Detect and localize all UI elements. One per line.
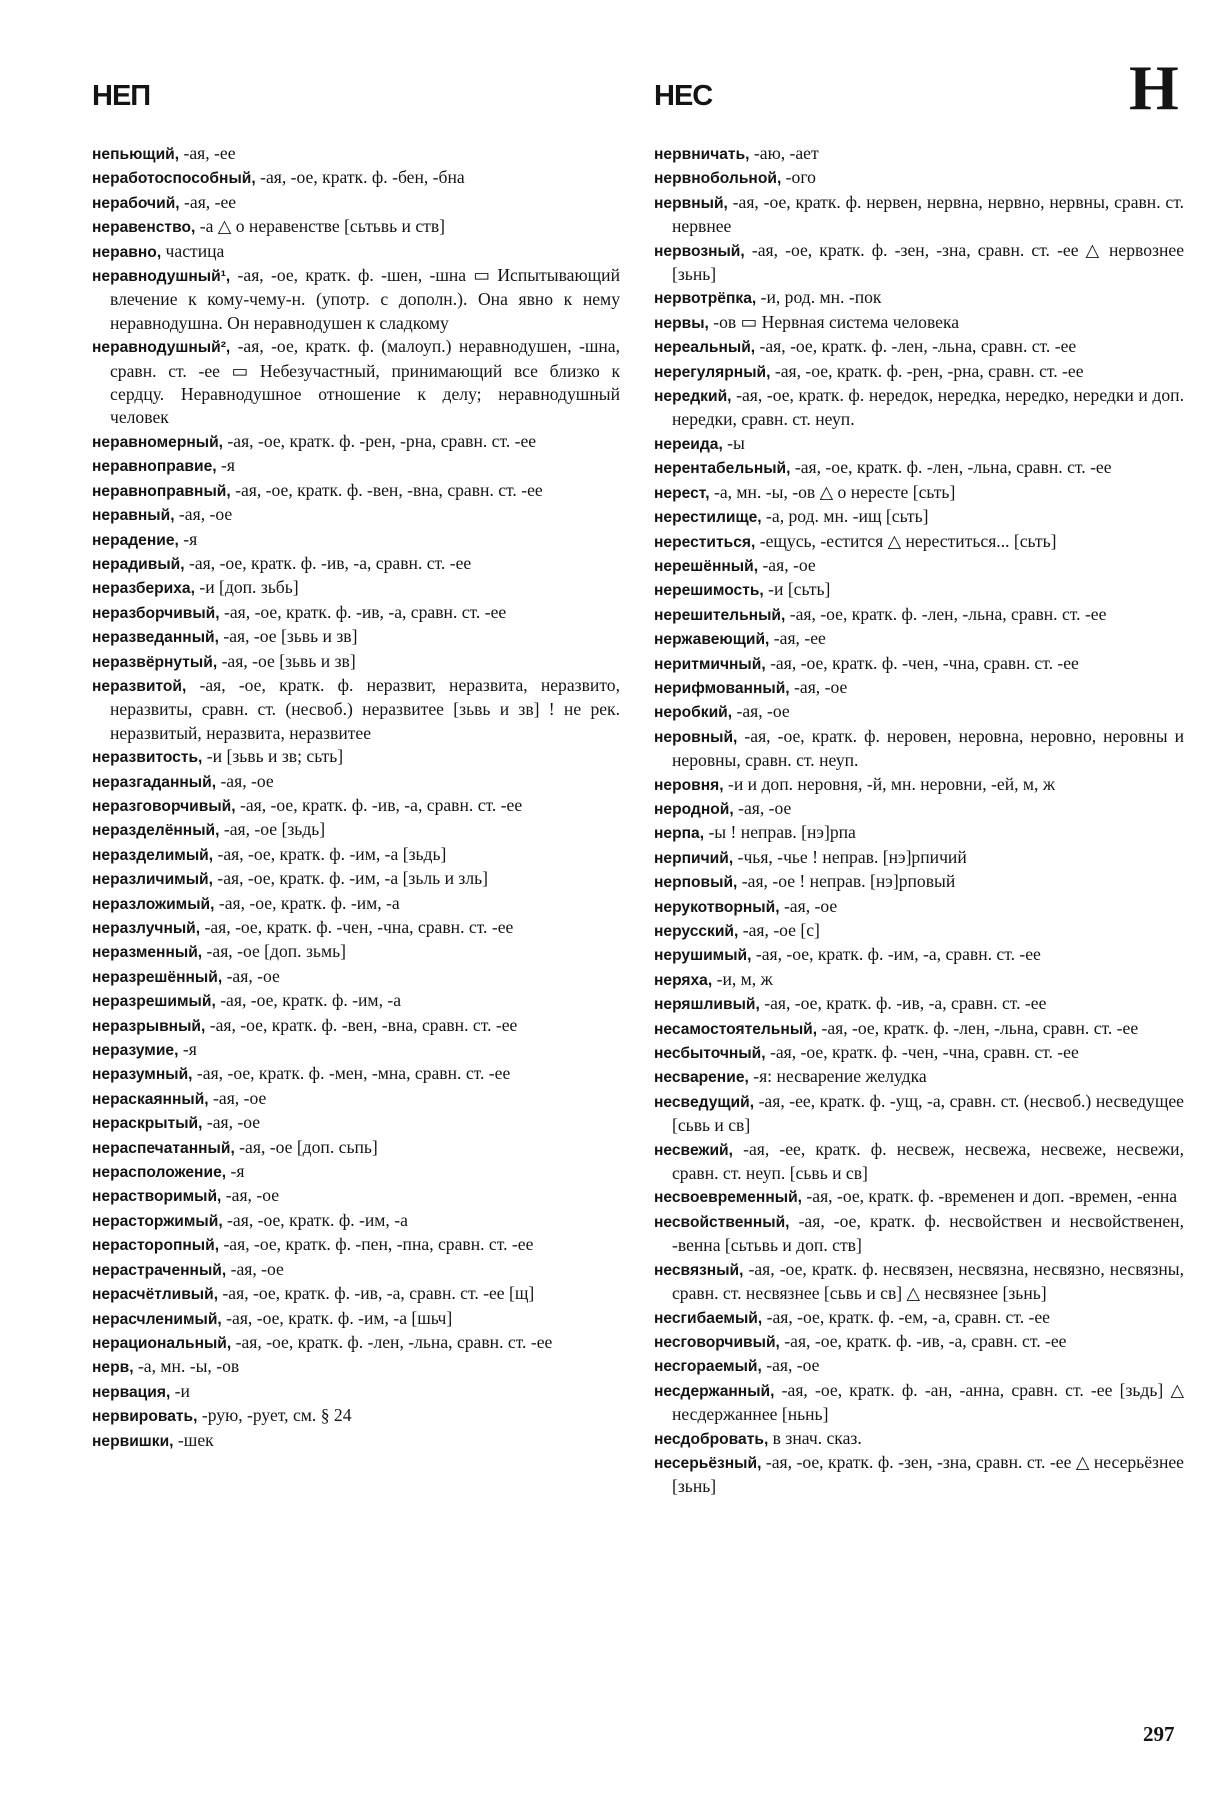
entry-body: -а, род. мн. -ищ [сьть] [761,506,929,527]
dictionary-entry [654,578,1184,602]
headword: неразбериха, [92,580,195,598]
dictionary-entry [92,601,620,625]
headword: нерастворимый, [92,1188,222,1206]
entry-body: -я [216,455,235,476]
entry-body: -ая, -ое [зьдь] [219,819,326,840]
headword: нерадивый, [92,555,185,573]
entry-body: -ая, -ое, кратк. ф. -чен, -чна, сравн. ст. -ее [765,1042,1079,1063]
entry-body: -ая, -ое [202,1112,261,1133]
dictionary-entry [654,1041,1184,1065]
dictionary-entry [92,1209,620,1233]
headword: несдобровать, [654,1430,769,1448]
headword: нерукотворный, [654,898,780,916]
dictionary-entry [654,1379,1184,1427]
entry-body: -ая, -ое [758,554,816,575]
headword: нерадение, [92,531,179,549]
headword: неразговорчивый, [92,797,236,815]
headword: нерифмованный, [654,679,790,697]
headword: нервный, [654,194,728,212]
dictionary-entry [654,1065,1184,1089]
headword: нерв, [92,1359,134,1377]
entry-body: в знач. сказ. [768,1427,862,1448]
entry-body: -ая, -ое, кратк. ф. -лен, -льна, сравн. ст. -ее [785,603,1107,624]
headword: неработоспособный, [92,170,256,188]
dictionary-entry [654,1210,1184,1258]
entry-body: -а △ о неравенстве [сьтьвь и ств] [195,216,446,237]
headword: несдержанный, [654,1382,775,1400]
headword: неравноправие, [92,458,217,476]
dictionary-entry [92,1429,620,1453]
dictionary-entry [92,142,620,166]
headword: несварение, [654,1069,749,1087]
dictionary-entry [654,384,1184,432]
entry-body: -ая, -ое, кратк. ф. -лен, -льна, сравн. ст. -ее [231,1331,553,1352]
dictionary-entry [654,456,1184,480]
headword: несерьёзный, [654,1454,762,1472]
headword: нерусский, [654,923,739,940]
section-letter: Н [1129,52,1179,123]
entry-body: -ая, -ое, кратк. ф. (малоуп.) неравнодушен, -шна, сравн. ст. -ее ▭ Небезучастный, принимающий все близко к сердцу. Неравнодушное отношение к делу; неравнодушный человек [110,336,620,428]
dictionary-entry [654,1090,1184,1138]
entry-body: -и [зьвь и зв; сьть] [202,746,344,767]
entry-body: -ая, -ое, кратк. ф. -бен, -бна [255,167,465,188]
entry-body: -ая, -ое, кратк. ф. -им, -а [222,1209,408,1230]
dictionary-entry [92,191,620,215]
dictionary-entry [654,1427,1184,1451]
entry-body: -ая, -ое, кратк. ф. -вен, -вна, сравн. ст. -ее [205,1014,518,1035]
dictionary-entry [92,867,620,891]
headword: нераспечатанный, [92,1139,235,1157]
entry-body: частица [161,240,225,261]
dictionary-entry [654,335,1184,359]
headword: нервозный, [654,242,745,260]
headword: неразгаданный, [92,773,217,791]
headword: нерест, [654,484,710,502]
headword: нерушимый, [654,947,752,965]
headword: нерабочий, [92,194,180,212]
dictionary-entry [92,454,620,478]
entry-body: -и и доп. неровня, -й, мн. неровни, -ей, м, ж [723,773,1055,794]
headword: неразменный, [92,944,203,962]
headword: несгибаемый, [654,1309,763,1327]
dictionary-entry [654,1185,1184,1209]
dictionary-entry [654,554,1184,578]
entry-body: -рую, -рует, см. § 24 [197,1405,352,1426]
headword: нерешительный, [654,606,786,624]
dictionary-entry [92,166,620,190]
headword: несвойственный, [654,1213,790,1231]
headword: неразумный, [92,1066,193,1084]
entry-body: -я: несварение желудка [748,1066,927,1087]
dictionary-entry [92,1233,620,1257]
headword: нервировать, [92,1408,198,1426]
entry-body: -ая, -ое [733,797,792,818]
dictionary-entry [92,625,620,649]
headword: неряшливый, [654,996,760,1014]
dictionary-entry [654,895,1184,919]
entry-body: -ая, -ее [769,628,826,649]
dictionary-entry [654,700,1184,724]
headword: несведущий, [654,1093,755,1111]
headword: неравномерный, [92,433,224,451]
dictionary-entry [654,1306,1184,1330]
dictionary-entry [92,1355,620,1379]
dictionary-entry [654,166,1184,190]
entry-body: -и, м, ж [712,968,773,989]
entry-body: -ая, -ое [221,1185,280,1206]
entry-body: -а, мн. -ы, -ов [133,1356,240,1377]
entry-body: -ая, -ое, кратк. ф. неровен, неровна, неровно, неровны и неровны, сравн. ст. неуп. [672,725,1184,771]
headword: неравный, [92,507,175,525]
headword: нерпичий, [654,849,734,867]
entry-body: -а, мн. -ы, -ов △ о нересте [сьть] [709,481,956,502]
headword: нерповый, [654,874,738,892]
dictionary-entry [654,1258,1184,1306]
entry-body: -ая, -ое, кратк. ф. неразвит, неразвита, неразвито, неразвиты, сравн. ст. (несвоб.) неразвитее [зьвь и зв] ! не рек. неразвитый, неразвита, неразвитее [110,674,620,743]
headword: неразвёрнутый, [92,653,218,671]
dictionary-entry [92,215,620,239]
headword: неравнодушный¹, [92,268,231,286]
headword: нерешимость, [654,582,764,600]
dictionary-entry [92,552,620,576]
dictionary-entry [654,821,1184,845]
dictionary-entry [654,1330,1184,1354]
headword: нередкий, [654,388,732,406]
entry-body: -ая, -ое, кратк. ф. -вен, -вна, сравн. ст. -ее [230,479,543,500]
dictionary-entry [92,1087,620,1111]
entry-body: -ая, -ое [208,1087,267,1108]
headword: неравенство, [92,219,196,237]
entry-body: -ая, -ое, кратк. ф. -шен, -шна ▭ Испытывающий влечение к кому-чему-н. (употр. с дополн.). Она явно к нему неравнодушна. Он неравнодушен к сладкому [110,265,620,333]
entry-body: -ая, -ое, кратк. ф. -им, -а [215,990,402,1011]
entry-body: -ая, -ое, кратк. ф. -им, -а [214,892,400,913]
headword: нераскаянный, [92,1090,209,1108]
dictionary-entry [92,264,620,335]
headword: нерасторопный, [92,1237,220,1255]
headword: несговорчивый, [654,1333,780,1351]
headword: неритмичный, [654,655,766,673]
page-number: 297 [1143,1722,1175,1746]
headword: неразведанный, [92,629,219,647]
dictionary-entry [654,239,1184,287]
dictionary-entry [92,1014,620,1038]
entry-body: -ая, -ое, кратк. ф. -ив, -а, сравн. ст. -ее [184,552,472,573]
entry-body: -ая, -ое [761,1355,820,1376]
dictionary-entry [92,989,620,1013]
headword: нерасположение, [92,1164,227,1182]
entry-body: -ая, -ое, кратк. ф. несвойствен и несвойственен, -венна [сьтьвь и доп. ств] [672,1210,1184,1256]
headword: неразвитой, [92,677,187,695]
entry-body: -я [178,1039,197,1060]
headword: нервотрёпка, [654,290,757,308]
left-guide-word: НЕП [92,80,151,112]
headword: нервы, [654,314,709,332]
headword: нереида, [654,435,723,453]
headword: неравнодушный², [92,339,231,357]
headword: нерешённый, [654,557,759,575]
headword: неразлучный, [92,920,201,937]
entry-body: -ая, -ое [зьвь и зв] [217,650,356,671]
headword: неразделимый, [92,846,214,864]
dictionary-entry [92,794,620,818]
dictionary-entry [92,916,620,940]
dictionary-entry [92,818,620,842]
entry-body: -и, род. мн. -пок [756,287,882,308]
entry-body: -ая, -ое [779,895,838,916]
entry-body: -и [доп. зьбь] [194,577,299,598]
dictionary-entry [654,919,1184,943]
dictionary-entry [92,1160,620,1184]
entry-body: -ая, -ое, кратк. ф. -мен, -мна, сравн. ст. -ее [192,1063,511,1084]
dictionary-entry [92,965,620,989]
entry-body: -ая, -ое [226,1258,284,1279]
dictionary-entry [654,530,1184,554]
dictionary-entry [654,432,1184,456]
entry-body: -ая, -ое, кратк. ф. -им, -а [зьдь] [213,843,447,864]
entry-body: -ая, -ое, кратк. ф. -лен, -льна, сравн. ст. -ее [755,336,1077,357]
headword: несвязный, [654,1261,744,1279]
entry-body: -и [сьть] [763,579,831,600]
dictionary-entry [92,1282,620,1306]
entry-body: -ая, -ое [зьвь и зв] [218,626,358,647]
headword: неравноправный, [92,482,231,500]
entry-body: -аю, -ает [749,143,819,163]
entry-body: -шек [173,1429,214,1450]
headword: нервнобольной, [654,170,782,188]
dictionary-entry [92,240,620,264]
entry-body: -ая, -ое, кратк. ф. -рен, -рна, сравн. ст. -ее [770,360,1084,381]
headword: нерасторжимый, [92,1212,223,1230]
entry-body: -ая, -ое, кратк. ф. -им, -а [шьч] [221,1307,453,1328]
headword: неразделённый, [92,822,220,840]
headword: нераскрытый, [92,1115,203,1133]
entry-body: -ая, -ее [179,143,236,163]
dictionary-entry [92,745,620,769]
headword: неродной, [654,800,734,818]
entry-body: -ая, -ое, кратк. ф. нервен, нервна, нервно, нервны, сравн. ст. нервнее [672,191,1184,237]
entry-body: -ая, -ое [789,676,848,697]
dictionary-entry [92,892,620,916]
dictionary-entry [92,1111,620,1135]
dictionary-entry [92,650,620,674]
entry-body: -ая, -ое, кратк. ф. -ив, -а, сравн. ст. -ее [219,601,507,622]
dictionary-entry [92,940,620,964]
dictionary-entry [654,191,1184,239]
entry-body: -ая, -ое [с] [738,920,820,940]
entry-body: -ая, -ее [179,191,237,212]
headword: неразрешимый, [92,993,216,1011]
dictionary-entry [92,528,620,552]
dictionary-entry [92,674,620,745]
entry-body: -ая, -ее, кратк. ф. -ущ, -а, сравн. ст. (несвоб.) несведущее [сьвь и св] [672,1090,1184,1136]
entry-body: -ая, -ое [222,965,280,986]
headword: нерестилище, [654,509,762,527]
dictionary-entry [92,1258,620,1282]
headword: неразрешённый, [92,968,223,986]
dictionary-entry [654,142,1184,166]
dictionary-entry [92,430,620,454]
dictionary-entry [92,1307,620,1331]
headword: нервничать, [654,146,750,163]
entry-body: -ая, -ое [174,504,233,525]
entry-body: -ая, -ое, кратк. ф. -пен, -пна, сравн. ст. -ее [219,1234,534,1255]
dictionary-entry [92,1380,620,1404]
dictionary-entry [654,1138,1184,1186]
dictionary-entry [92,479,620,503]
headword: нерегулярный, [654,363,771,381]
headword: неразумие, [92,1042,179,1060]
headword: нерентабельный, [654,460,791,478]
entry-body: -ая, -ое, кратк. ф. -ив, -а, сравн. ст. -ее [759,993,1047,1014]
entry-body: -ая, -ее, кратк. ф. несвеж, несвежа, несвеже, несвежи, сравн. ст. неуп. [сьвь и св] [672,1138,1184,1184]
dictionary-entry [92,1062,620,1086]
headword: неряха, [654,971,713,989]
entry-body: -ая, -ое, кратк. ф. -зен, -зна, сравн. ст. -ее △ нервознее [зьнь] [672,239,1184,285]
dictionary-entry [654,481,1184,505]
entry-body: -ая, -ое, кратк. ф. -им, -а [зьль и зль] [212,868,489,889]
entry-body: -ов ▭ Нервная система человека [708,311,960,332]
dictionary-entry [92,576,620,600]
dictionary-entry [92,1136,620,1160]
entry-body: -ая, -ое, кратк. ф. -ан, -анна, сравн. ст. -ее [зьдь] △ несдержаннее [ньнь] [672,1379,1184,1425]
dictionary-entry [92,1038,620,1062]
entry-body: -ая, -ое [доп. зьмь] [202,941,346,962]
headword: несбыточный, [654,1045,766,1063]
dictionary-entry [654,870,1184,894]
dictionary-entry [654,676,1184,700]
entry-body: -ая, -ое, кратк. ф. несвязен, несвязна, несвязно, несвязны, сравн. ст. несвязнее [сьвь и св] △ несвязнее [зьнь] [672,1258,1184,1304]
dictionary-entry [92,1331,620,1355]
entry-body: -ая, -ое, кратк. ф. -рен, -рна, сравн. ст. -ее [223,430,537,451]
dictionary-entry [654,603,1184,627]
entry-body: -ая, -ое [216,770,274,791]
headword: нерасчётливый, [92,1286,219,1304]
headword: нерпа, [654,825,705,843]
entry-body: -ая, -ое, кратк. ф. -им, -а, сравн. ст. -ее [751,944,1041,965]
dictionary-entry [92,770,620,794]
headword: неробкий, [654,704,733,722]
entry-body: -ещусь, -естится △ нереститься... [сьть] [755,530,1057,551]
headword: несвоевременный, [654,1189,802,1207]
headword: нереальный, [654,339,756,357]
headword: непьющий, [92,146,180,163]
entry-body: -ая, -ое, кратк. ф. -зен, -зна, сравн. ст. -ее △ несерьёзнее [зьнь] [672,1451,1184,1497]
headword: несгораемый, [654,1358,762,1376]
entry-body: -ого [781,167,816,188]
headword: неровня, [654,776,724,794]
entry-body: -ая, -ое, кратк. ф. -чен, -чна, сравн. ст. -ее [200,917,514,937]
dictionary-entry [654,725,1184,773]
entry-body: -ая, -ое, кратк. ф. -ив, -а, сравн. ст. -ее [779,1330,1067,1351]
headword: нержавеющий, [654,631,770,649]
dictionary-entry [92,503,620,527]
dictionary-entry [654,360,1184,384]
right-guide-word: НЕС [654,80,713,112]
dictionary-entry [654,1451,1184,1499]
headword: нерасчленимый, [92,1310,222,1328]
headword: нервишки, [92,1432,174,1450]
headword: неразложимый, [92,895,215,913]
headword: нерациональный, [92,1334,232,1352]
dictionary-entry [92,1404,620,1428]
dictionary-entry [92,1184,620,1208]
right-column [654,142,1184,1499]
entry-body: -ая, -ое, кратк. ф. -ив, -а, сравн. ст. -ее [235,794,523,815]
entry-body: -ая, -ое [доп. сьпь] [234,1136,378,1157]
entry-body: -ая, -ое, кратк. ф. -чен, -чна, сравн. ст. -ее [765,652,1079,673]
dictionary-entry [654,968,1184,992]
entry-body: -ая, -ое, кратк. ф. -ив, -а, сравн. ст. -ее [щ] [218,1283,535,1304]
dictionary-entry [654,1354,1184,1378]
headword: нереститься, [654,533,756,551]
headword: несамостоятельный, [654,1020,818,1038]
headword: несвежий, [654,1141,733,1159]
entry-body: -и [170,1380,190,1401]
headword: неразвитость, [92,749,203,767]
dictionary-entry [654,846,1184,870]
entry-body: -ая, -ое, кратк. ф. -лен, -льна, сравн. ст. -ее [790,457,1112,478]
headword: нерастраченный, [92,1261,227,1279]
entry-body: -ая, -ое, кратк. ф. -ем, -а, сравн. ст. -ее [762,1306,1050,1327]
dictionary-entry [654,773,1184,797]
entry-body: -ая, -ое, кратк. ф. -временен и доп. -времен, -енна [802,1186,1178,1207]
headword: неразборчивый, [92,604,220,622]
entry-body: -я [226,1161,245,1182]
headword: неровный, [654,728,738,746]
entry-body: -ая, -ое, кратк. ф. -лен, -льна, сравн. ст. -ее [817,1017,1139,1038]
entry-body: -ая, -ое, кратк. ф. нередок, нередка, нередко, нередки и доп. нередки, сравн. ст. неуп. [672,385,1184,430]
dictionary-entry [654,943,1184,967]
dictionary-entry [654,992,1184,1016]
entry-body: -ы ! неправ. [нэ]рпа [704,822,856,843]
dictionary-entry [654,1017,1184,1041]
headword: неразличимый, [92,871,213,889]
headword: неравно, [92,243,162,261]
entry-body: -я [178,528,198,549]
dictionary-entry [654,652,1184,676]
dictionary-entry [654,797,1184,821]
entry-body: -ы [722,432,745,453]
entry-body: -ая, -ое [732,701,790,722]
left-column [92,142,620,1453]
dictionary-entry [92,843,620,867]
entry-body: -ая, -ое ! неправ. [нэ]рповый [737,871,956,892]
dictionary-entry [92,335,620,430]
dictionary-entry [654,627,1184,651]
dictionary-entry [654,286,1184,310]
entry-body: -чья, -чье ! неправ. [нэ]рпичий [733,846,967,867]
dictionary-entry [654,505,1184,529]
headword: нервация, [92,1383,171,1401]
headword: неразрывный, [92,1017,206,1035]
dictionary-entry [654,311,1184,335]
